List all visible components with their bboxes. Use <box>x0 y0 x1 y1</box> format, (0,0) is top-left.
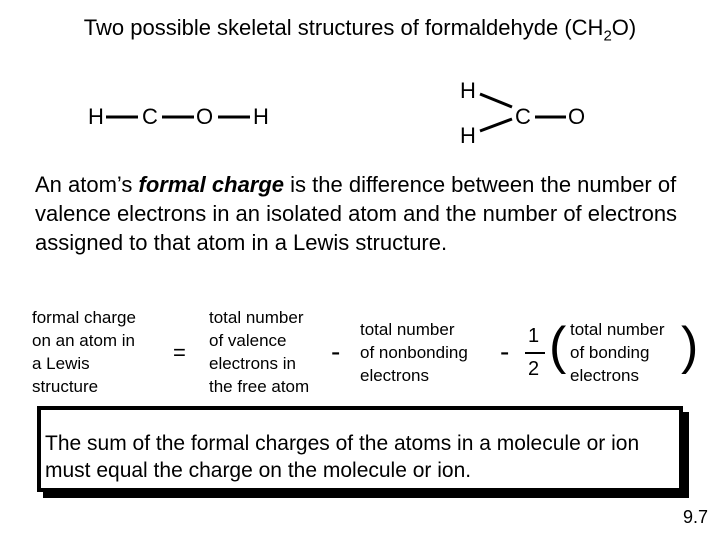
atom-h-bottom: H <box>460 123 476 148</box>
close-paren: ) <box>681 317 699 375</box>
fraction-denominator: 2 <box>528 358 540 380</box>
minus-sign-2: - <box>500 336 510 367</box>
atom-c-2: C <box>515 104 531 129</box>
equation-term-bonding: total number of bonding electrons <box>570 320 665 385</box>
atom-h1: H <box>88 104 104 129</box>
slide-title: Two possible skeletal structures of formaldehyde $(CH_2O)$ <box>83 15 637 45</box>
atom-o-2: O <box>568 104 586 129</box>
open-paren: ( <box>549 317 567 375</box>
equation-term-nonbonding: total number of nonbonding electrons <box>360 320 468 385</box>
bond-h-c-upper <box>480 94 512 107</box>
equation-term-valence: total number of valence electrons in the free atom <box>209 308 310 396</box>
page-number: 9.7 <box>682 507 708 527</box>
rule-box: The sum of the formal charges of the atoms in a molecule or ion must equal the charge on the molecule or ion. <box>37 406 683 492</box>
atom-h2: H <box>253 104 269 129</box>
equals-sign: = <box>173 340 186 365</box>
fraction-bar <box>525 352 545 354</box>
term-formal-charge: formal charge <box>138 172 285 197</box>
atom-h-top: H <box>460 78 476 103</box>
equation-lhs: formal charge on an atom in a Lewis structure <box>32 308 136 396</box>
minus-sign-1: - <box>331 336 341 367</box>
fraction-numerator: 1 <box>528 325 540 347</box>
atom-c: C <box>142 104 158 129</box>
atom-o: O <box>196 104 214 129</box>
bond-h-c-lower <box>480 119 512 131</box>
formal-charge-definition: An atom’s formal charge is the difference between the number of valence electrons in an isolated atom and the number of electrons assigned to that atom in a Lewis structure. <box>35 172 678 255</box>
